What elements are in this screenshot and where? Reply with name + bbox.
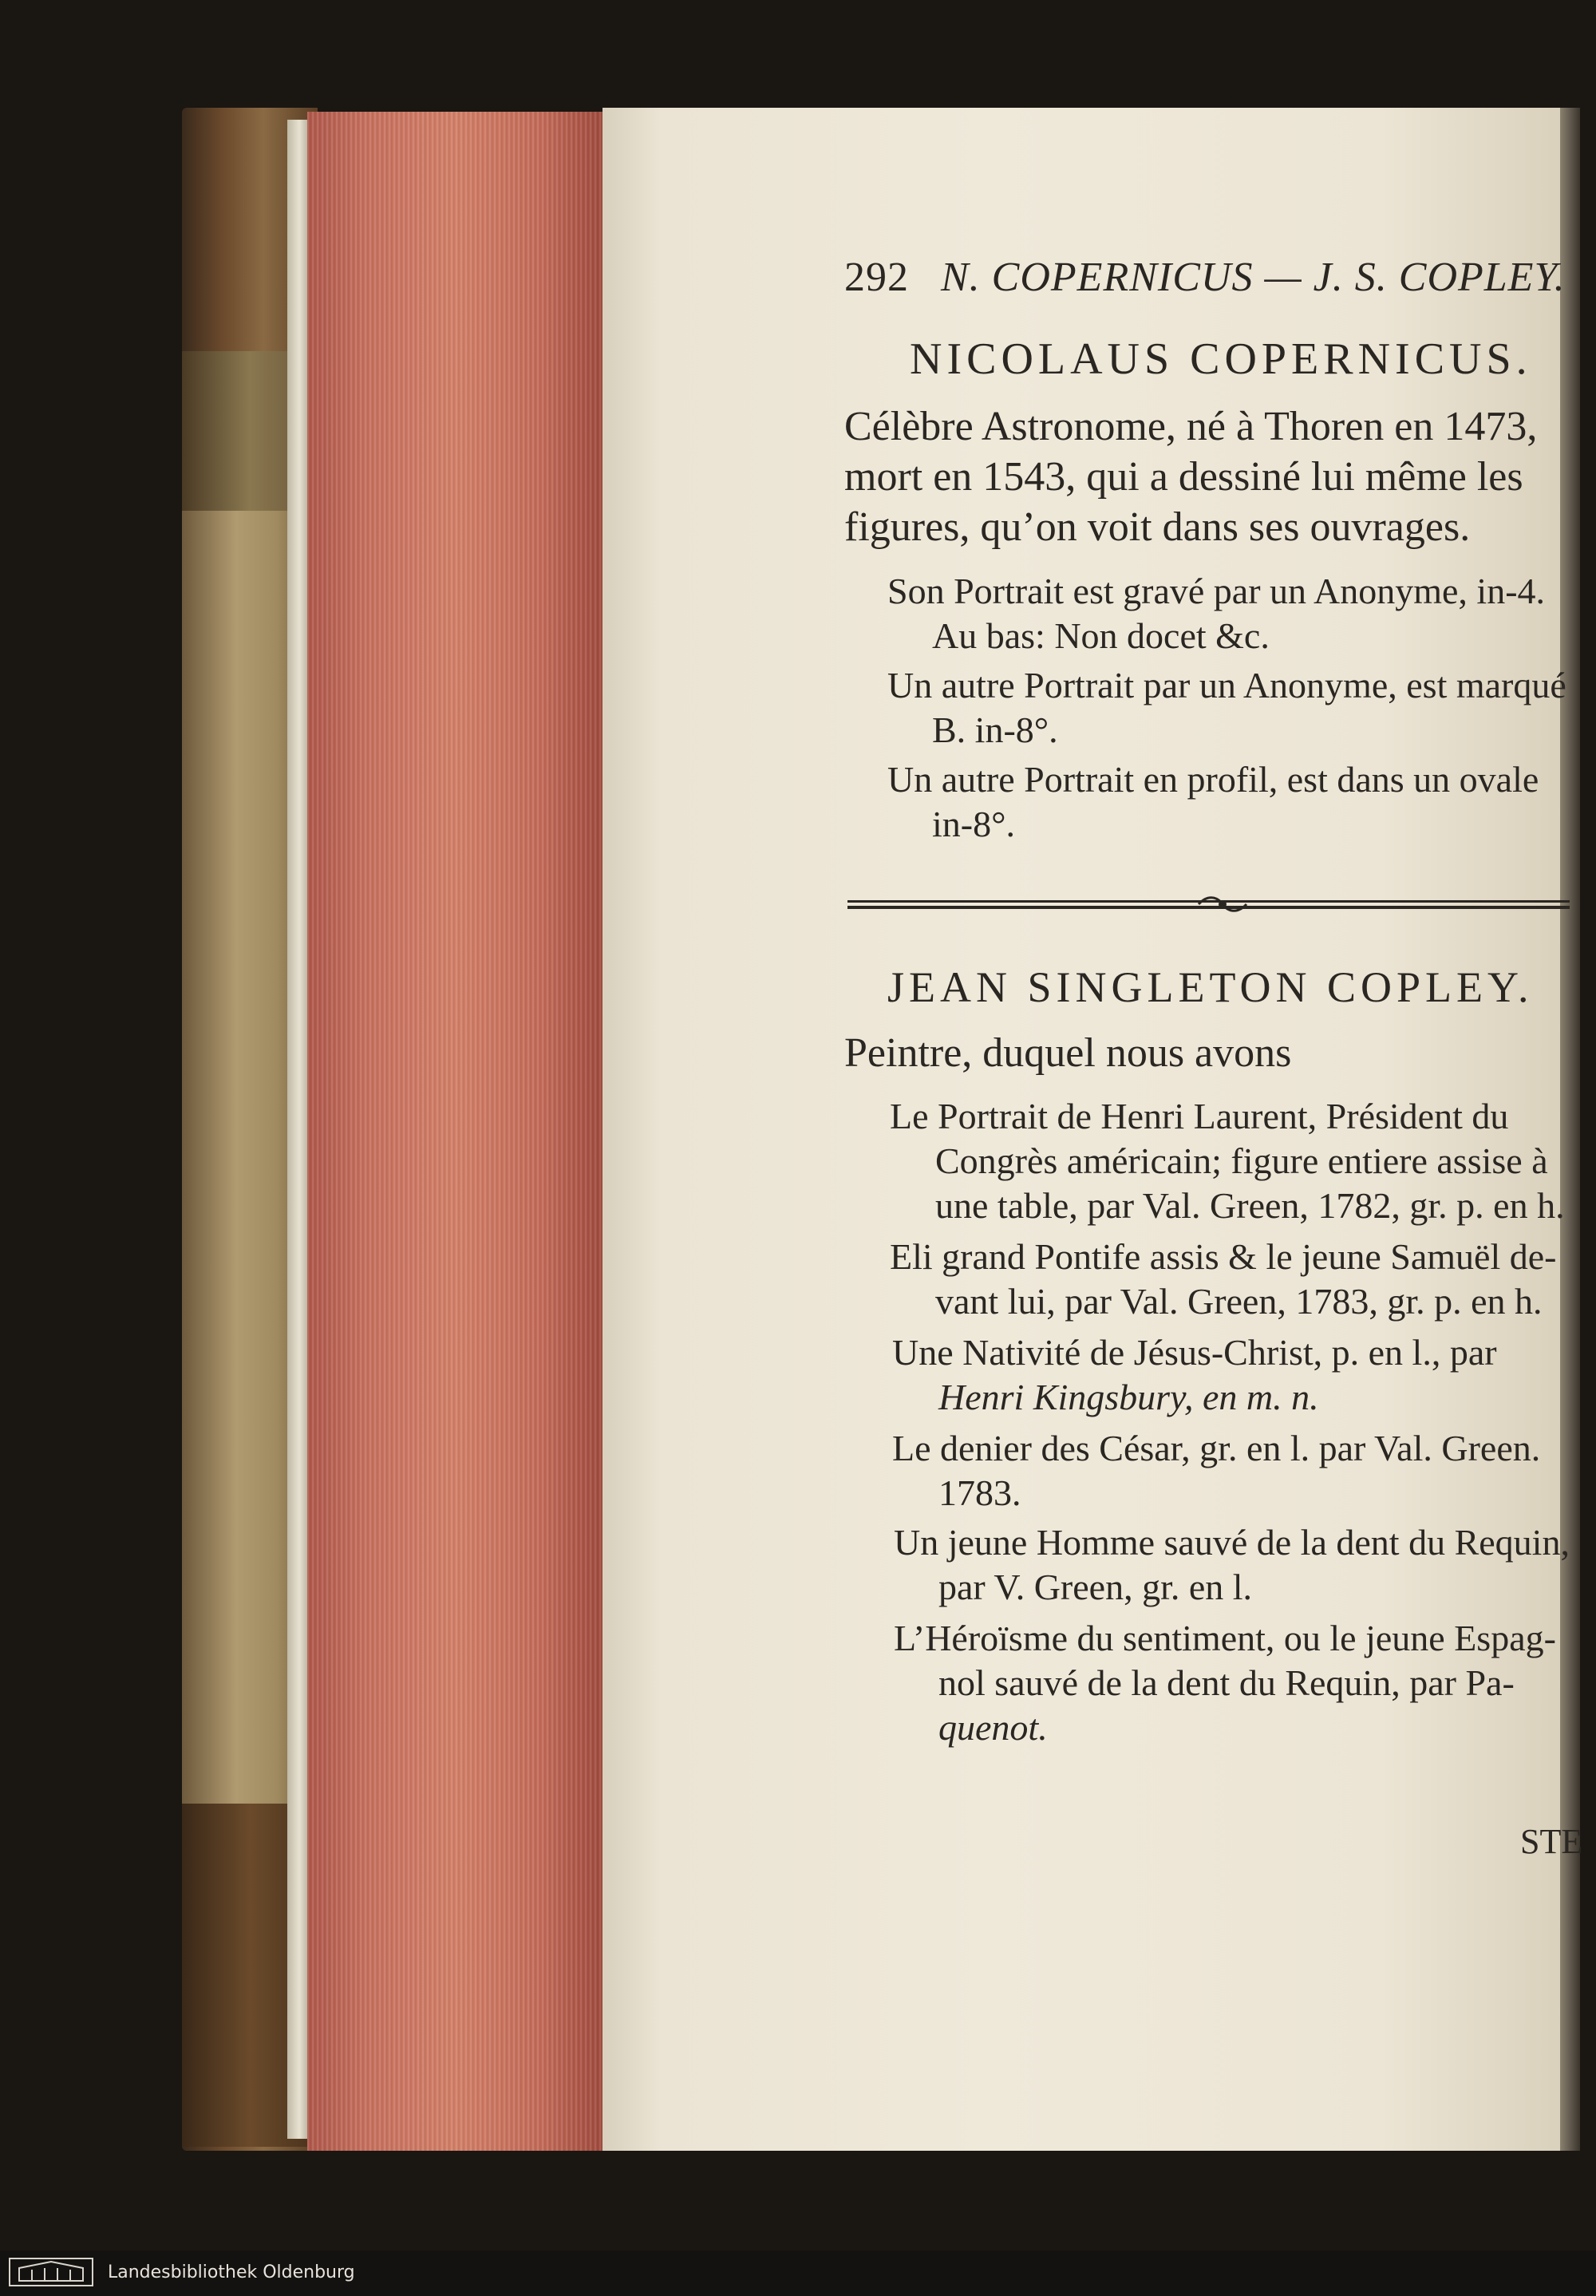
entry-line: Un jeune Homme sauvé de la dent du Requin,	[894, 1522, 1570, 1563]
intro-line: Peintre, duquel nous avons	[844, 1030, 1292, 1076]
intro-line: figures, qu’on voit dans ses ouvrages.	[844, 504, 1471, 550]
entry-line: Congrès américain; figure entiere assise à	[935, 1140, 1548, 1181]
ornamental-rule	[847, 895, 1570, 915]
intro-line: mort en 1543, qui a dessiné lui même les	[844, 454, 1523, 500]
page-number: 292	[844, 255, 909, 300]
entry-line: B. in-8°.	[932, 709, 1058, 750]
intro-line: Célèbre Astronome, né à Thoren en 1473,	[844, 404, 1538, 449]
red-page-edges	[307, 112, 602, 2151]
entry-line: par V. Green, gr. en l.	[938, 1567, 1253, 1607]
entry-line: Eli grand Pontife assis & le jeune Samuël de-	[890, 1236, 1557, 1277]
entry-line: Un autre Portrait en profil, est dans un ovale	[887, 759, 1539, 800]
library-name: Landesbibliothek Oldenburg	[108, 2262, 355, 2282]
section-title-copley: JEAN SINGLETON COPLEY.	[887, 963, 1534, 1011]
catchword: STE	[1520, 1822, 1583, 1861]
entry-line: Le Portrait de Henri Laurent, Président du	[890, 1096, 1509, 1136]
library-logo-icon	[8, 2255, 94, 2289]
entry-line: Le denier des César, gr. en l. par Val. Green.	[892, 1428, 1541, 1468]
entry-line: Au bas: Non docet &c.	[932, 615, 1270, 656]
entry-line: quenot.	[938, 1707, 1048, 1748]
entry-line: in-8°.	[932, 804, 1015, 844]
entry-line: une table, par Val. Green, 1782, gr. p. en h.	[935, 1185, 1565, 1226]
entry-line: nol sauvé de la dent du Requin, par Pa-	[938, 1662, 1515, 1703]
entry-line: Une Nativité de Jésus-Christ, p. en l., par	[892, 1332, 1497, 1373]
running-head	[844, 254, 1566, 301]
entry-line: 1783.	[938, 1472, 1021, 1513]
entry-line: Henri Kingsbury, en m. n.	[938, 1377, 1319, 1417]
entry-line: L’Héroïsme du sentiment, ou le jeune Espag-	[894, 1618, 1556, 1658]
running-head-title: N. COPERNICUS — J. S. COPLEY.	[941, 255, 1566, 300]
section-title-copernicus: NICOLAUS COPERNICUS.	[910, 334, 1532, 384]
entry-line: Son Portrait est gravé par un Anonyme, in-4.	[887, 571, 1546, 611]
entry-line: Un autre Portrait par un Anonyme, est marqué	[887, 665, 1566, 705]
entry-line: vant lui, par Val. Green, 1783, gr. p. en h.	[935, 1281, 1543, 1322]
